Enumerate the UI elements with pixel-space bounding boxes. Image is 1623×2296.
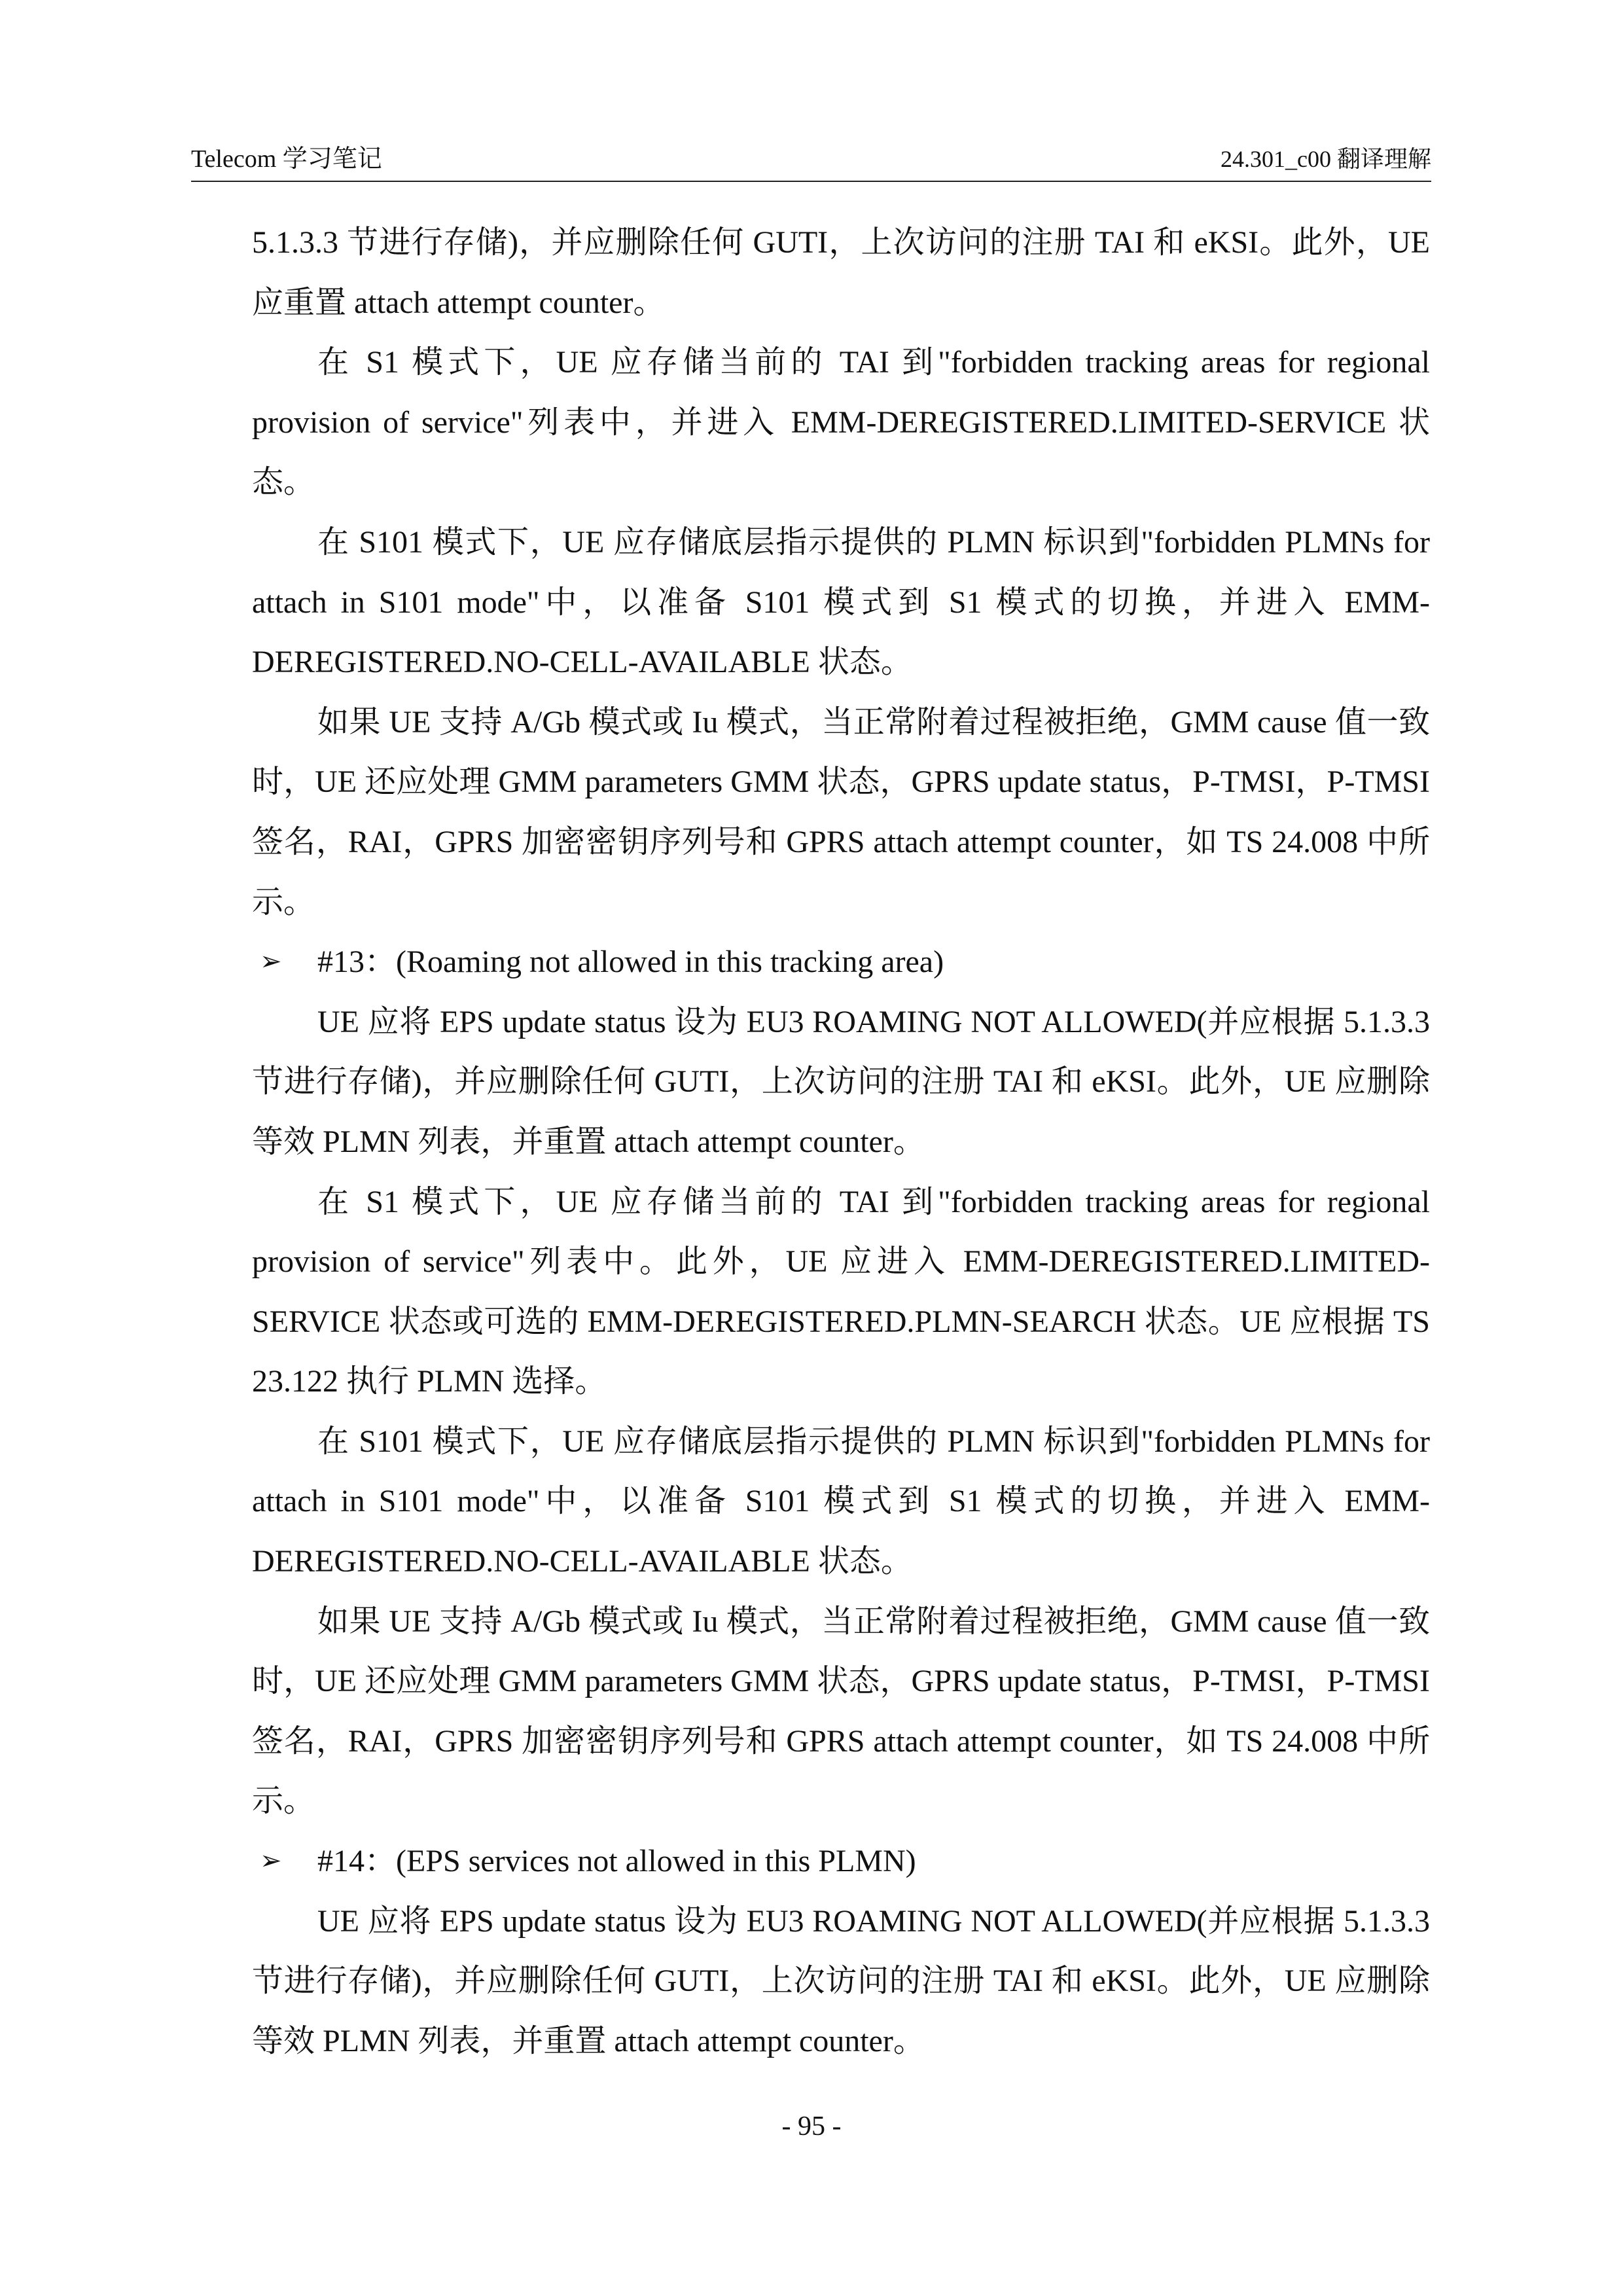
bullet-text: #14：(EPS services not allowed in this PLMN): [317, 1844, 916, 1879]
paragraph: UE 应将 EPS update status 设为 EU3 ROAMING NOT ALLOWED(并应根据 5.1.3.3 节进行存储)，并应删除任何 GUTI，上次访问的注册 TAI 和 eKSI。此外，UE 应删除等效 PLMN 列表，并重置 attach attempt counter。: [252, 1004, 1430, 1159]
paragraph: 在 S101 模式下，UE 应存储底层指示提供的 PLMN 标识到"forbidden PLMNs for attach in S101 mode"中，以准备 S101 模式到 S1 模式的切换，并进入 EMM-DEREGISTERED.NO-CELL-AVAILABLE 状态。: [252, 1424, 1430, 1579]
paragraph: 在 S1 模式下，UE 应存储当前的 TAI 到"forbidden tracking areas for regional provision of service"列表中，并进入 EMM-DEREGISTERED.LIMITED-SERVICE 状态。: [252, 345, 1430, 500]
document-body: [252, 213, 1430, 2071]
arrowhead-bullet-icon: ➢: [260, 1846, 282, 1876]
paragraph: 在 S101 模式下，UE 应存储底层指示提供的 PLMN 标识到"forbidden PLMNs for attach in S101 mode"中，以准备 S101 模式到 S1 模式的切换，并进入 EMM-DEREGISTERED.NO-CELL-AVAILABLE 状态。: [252, 524, 1430, 680]
arrowhead-bullet-icon: ➢: [260, 946, 282, 977]
paragraph: UE 应将 EPS update status 设为 EU3 ROAMING NOT ALLOWED(并应根据 5.1.3.3 节进行存储)，并应删除任何 GUTI，上次访问的注册 TAI 和 eKSI。此外，UE 应删除等效 PLMN 列表，并重置 attach attempt counter。: [252, 1903, 1430, 2058]
paragraph: 5.1.3.3 节进行存储)，并应删除任何 GUTI，上次访问的注册 TAI 和 eKSI。此外，UE 应重置 attach attempt counter。: [252, 225, 1430, 320]
bullet-text: #13：(Roaming not allowed in this tracking area): [317, 944, 944, 980]
bullet-item-cause-14: [252, 1831, 1430, 1892]
header-title-right: 24.301_c00 翻译理解: [1221, 146, 1431, 172]
bullet-item-cause-13: [252, 932, 1430, 992]
header-title-left: Telecom 学习笔记: [191, 145, 382, 173]
paragraph: 在 S1 模式下，UE 应存储当前的 TAI 到"forbidden tracking areas for regional provision of service"列表中。此外，UE 应进入 EMM-DEREGISTERED.LIMITED-SERVICE 状态或可选的 EMM-DEREGISTERED.PLMN-SEARCH 状态。UE 应根据 TS 23.122 执行 PLMN 选择。: [252, 1184, 1430, 1399]
paragraph: 如果 UE 支持 A/Gb 模式或 Iu 模式，当正常附着过程被拒绝，GMM cause 值一致时，UE 还应处理 GMM parameters GMM 状态，GPRS update status，P-TMSI，P-TMSI 签名，RAI，GPRS 加密密钥序列号和 GPRS attach attempt counter，如 TS 24.008 中所示。: [252, 1604, 1430, 1819]
paragraph: 如果 UE 支持 A/Gb 模式或 Iu 模式，当正常附着过程被拒绝，GMM cause 值一致时，UE 还应处理 GMM parameters GMM 状态，GPRS update status，P-TMSI，P-TMSI 签名，RAI，GPRS 加密密钥序列号和 GPRS attach attempt counter，如 TS 24.008 中所示。: [252, 704, 1430, 920]
page-number: - 95 -: [781, 2111, 842, 2142]
page-header: [191, 130, 1431, 182]
